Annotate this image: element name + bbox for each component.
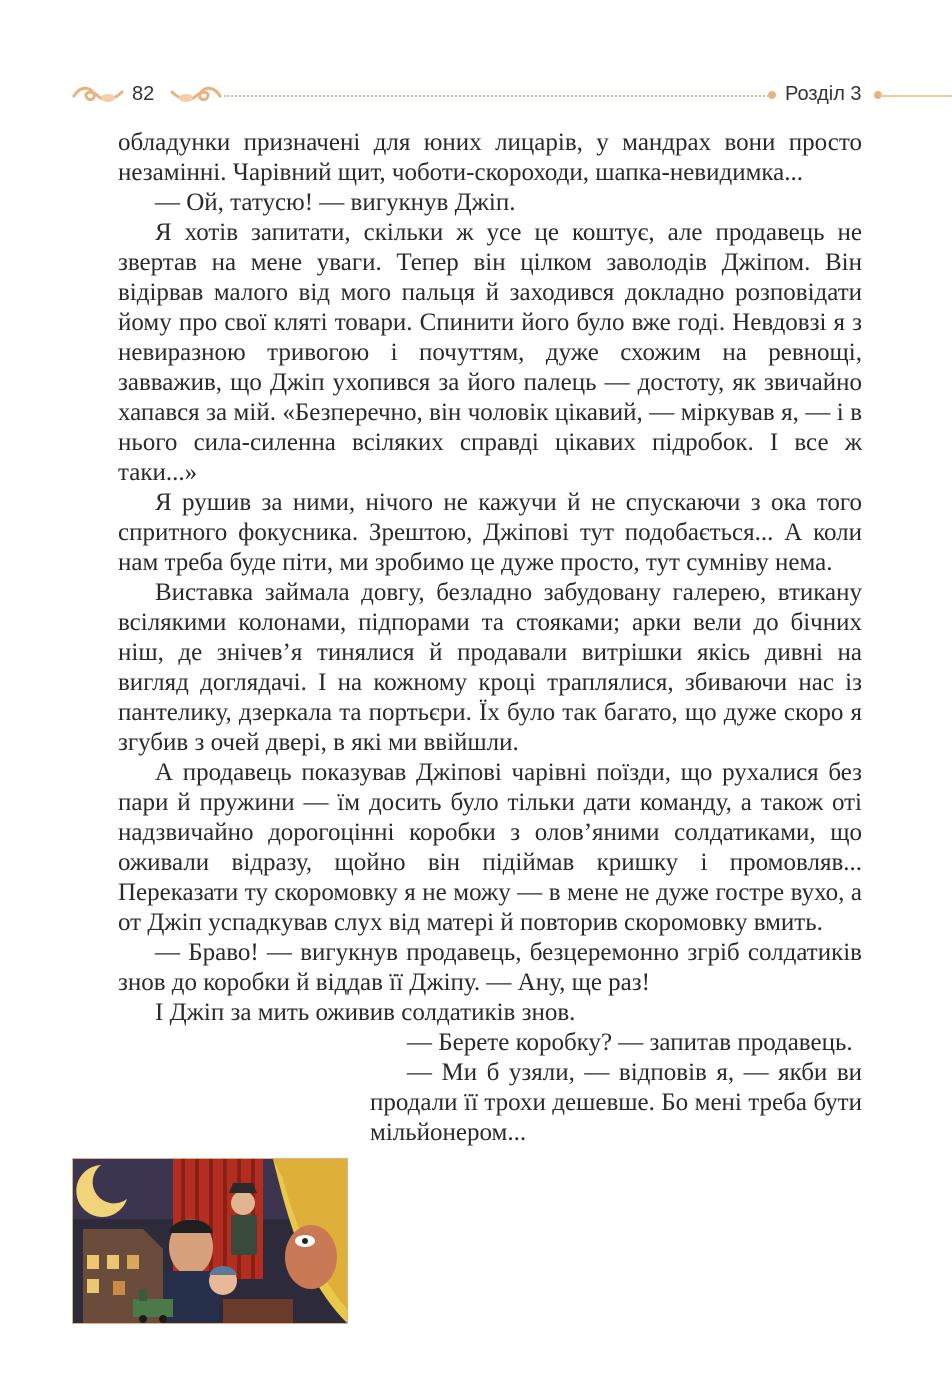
paragraph: Я хотів запитати, скільки ж усе це коштує, але продавець не звертав на мене уваги. Тепер він цілком заволодів Джіпом. Він відірвав малого від мого пальця й заходився докладно розповідати йому про свої кляті товари. Спинити його було вже годі. Невдовзі я з невиразною тривогою і почуттям, дуже схожим на ревнощі, завважив, що Джіп ухопився за його палець — достоту, як звичайно хапався за мій. «Безперечно, він чоловік цікавий, — міркував я, — і в нього сила-силенна всіляких справді цікавих підробок. І все ж таки...» <box>118 219 862 486</box>
paragraph: — Ой, татусю! — вигукнув Джіп. <box>155 189 516 216</box>
illustration-icon <box>73 1159 347 1323</box>
right-ornament-icon <box>170 84 222 108</box>
page-header <box>72 78 952 114</box>
paragraph: — Ми б узяли, — відповів я, — якби ви продали її трохи дешевше. Бо мені треба бути мільйонером... <box>370 1059 862 1146</box>
paragraph: Виставка займала довгу, безладно забудовану галерею, втикану всілякими колонами, підпорами та стояками; арки вели до бічних ніш, де знічев’я тинялися й продавали витрішки якісь дивні на вигляд доглядачі. І на кожному кроці траплялися, збиваючи нас із пантелику, дзеркала та портьєри. Їх було так багато, що дуже скоро я згубив з очей двері, в які ми ввійшли. <box>118 579 862 756</box>
left-ornament-icon <box>72 84 124 108</box>
rule-dot <box>768 91 776 99</box>
wrapped-text <box>370 1028 862 1148</box>
header-rule-right <box>880 95 952 97</box>
paragraph: — Браво! — вигукнув продавець, безцеремонно згріб солдатиків знов до коробки й віддав її Джіпу. — Ану, ще раз! <box>118 939 862 996</box>
section-title: Розділ 3 <box>785 83 862 105</box>
body-text <box>118 128 862 1148</box>
magic-shop-illustration <box>72 1158 348 1324</box>
paragraph: І Джіп за мить оживив солдатиків знов. <box>155 999 576 1026</box>
page-number: 82 <box>132 83 155 105</box>
paragraph: — Берете коробку? — запитав продавець. <box>407 1029 853 1056</box>
header-rule <box>224 95 772 97</box>
paragraph: Я рушив за ними, нічого не кажучи й не спускаючи з ока того спритного фокусника. Зрештою, Джіпові тут подобається... А коли нам треба буде піти, ми зробимо це дуже просто, тут сумніву нема. <box>118 489 862 576</box>
paragraph: обладунки призначені для юних лицарів, у мандрах вони просто незамінні. Чарівний щит, чоботи-скороходи, шапка-невидимка... <box>118 129 862 186</box>
paragraph: А продавець показував Джіпові чарівні поїзди, що рухалися без пари й пружини — їм досить було тільки дати команду, а також оті надзвичайно дорогоцінні коробки з олов’яними солдатиками, що оживали відразу, щойно він підіймав кришку і промовляв... Переказати ту скоромовку я не можу — в мене не дуже гостре вухо, а от Джіп успадкував слух від матері й повторив скоромовку вмить. <box>118 759 862 936</box>
